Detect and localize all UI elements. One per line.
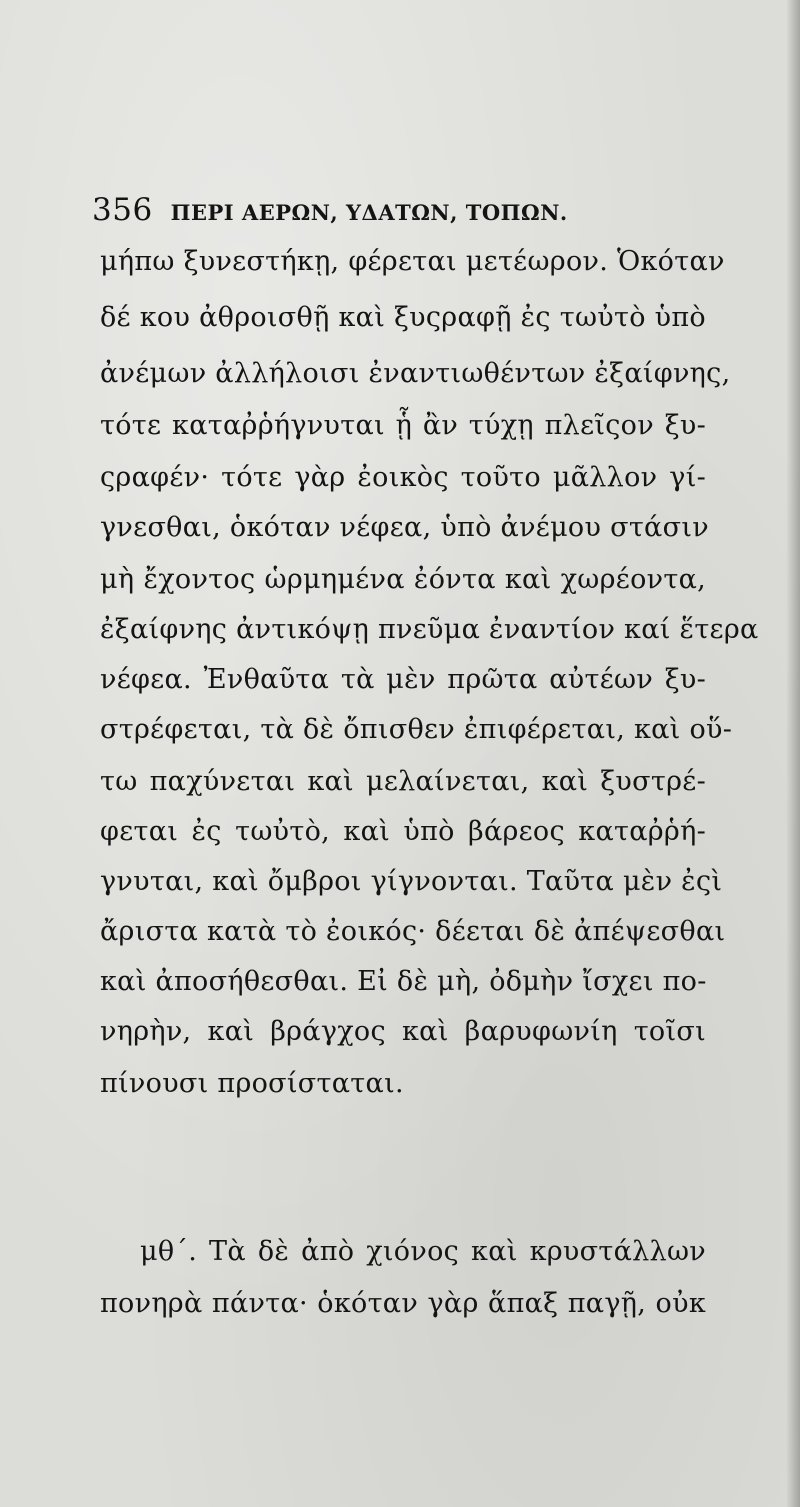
text-line: νηρὴν, καὶ βράγχος καὶ βαρυφωνίη τοῖσι xyxy=(100,1016,706,1047)
text-line: στρέφεται, τὰ δὲ ὄπισθεν ἐπιφέρεται, καὶ οὕ- xyxy=(100,714,733,745)
text-line: πονηρὰ πάντα· ὁκόταν γὰρ ἅπαξ παγῇ, οὐκ xyxy=(100,1288,706,1319)
text-line: μήπω ξυνεστήκῃ, φέρεται μετέωρον. Ὁκόταν xyxy=(100,246,725,277)
text-line: νέφεα. Ἐνθαῦτα τὰ μὲν πρῶτα αὐτέων ξυ- xyxy=(100,664,706,695)
text-line: καὶ ἀποσήθεσθαι. Εἰ δὲ μὴ, ὀδμὴν ἴσχει πο- xyxy=(100,966,707,997)
text-line: πίνουσι προσίσταται. xyxy=(100,1068,404,1099)
page-edge-shadow xyxy=(786,0,800,1507)
text-line: φεται ἐς τωὐτὸ, καὶ ὑπὸ βάρεος καταῤῥή- xyxy=(100,816,706,847)
text-line: ςραφέν· τότε γὰρ ἐοικὸς τοῦτο μᾶλλον γί- xyxy=(100,462,706,493)
text-line: ἄριστα κατὰ τὸ ἐοικός· δέεται δὲ ἀπέψεσθαι xyxy=(100,916,726,947)
text-line: ἐξαίφνης ἀντικόψῃ πνεῦμα ἐναντίον καί ἕτερα xyxy=(100,614,759,645)
text-line: τότε καταῤῥήγνυται ᾗ ἂν τύχῃ πλεῖςον ξυ- xyxy=(100,410,706,441)
page-number: 356 xyxy=(92,192,153,228)
text-line: μθ΄. Τὰ δὲ ἀπὸ χιόνος καὶ κρυστάλλων xyxy=(140,1236,706,1267)
text-line: μὴ ἔχοντος ὡρμημένα ἐόντα καὶ χωρέοντα, xyxy=(100,564,706,595)
text-line: γνυται, καὶ ὄμβροι γίγνονται. Ταῦτα μὲν ἐςὶ xyxy=(100,866,723,897)
text-line: γνεσθαι, ὁκόταν νέφεα, ὑπὸ ἀνέμου στάσιν xyxy=(100,512,709,543)
text-line: τω παχύνεται καὶ μελαίνεται, καὶ ξυστρέ- xyxy=(100,766,706,797)
text-line: δέ κου ἀθροισθῇ καὶ ξυςραφῇ ἐς τωὐτὸ ὑπὸ xyxy=(100,302,706,333)
page-header xyxy=(92,192,732,232)
running-head: ΠΕΡΙ ΑΕΡΩΝ, ΥΔΑΤΩΝ, ΤΟΠΩΝ. xyxy=(170,200,568,225)
text-line: ἀνέμων ἀλλήλοισι ἐναντιωθέντων ἐξαίφνης, xyxy=(100,358,731,389)
